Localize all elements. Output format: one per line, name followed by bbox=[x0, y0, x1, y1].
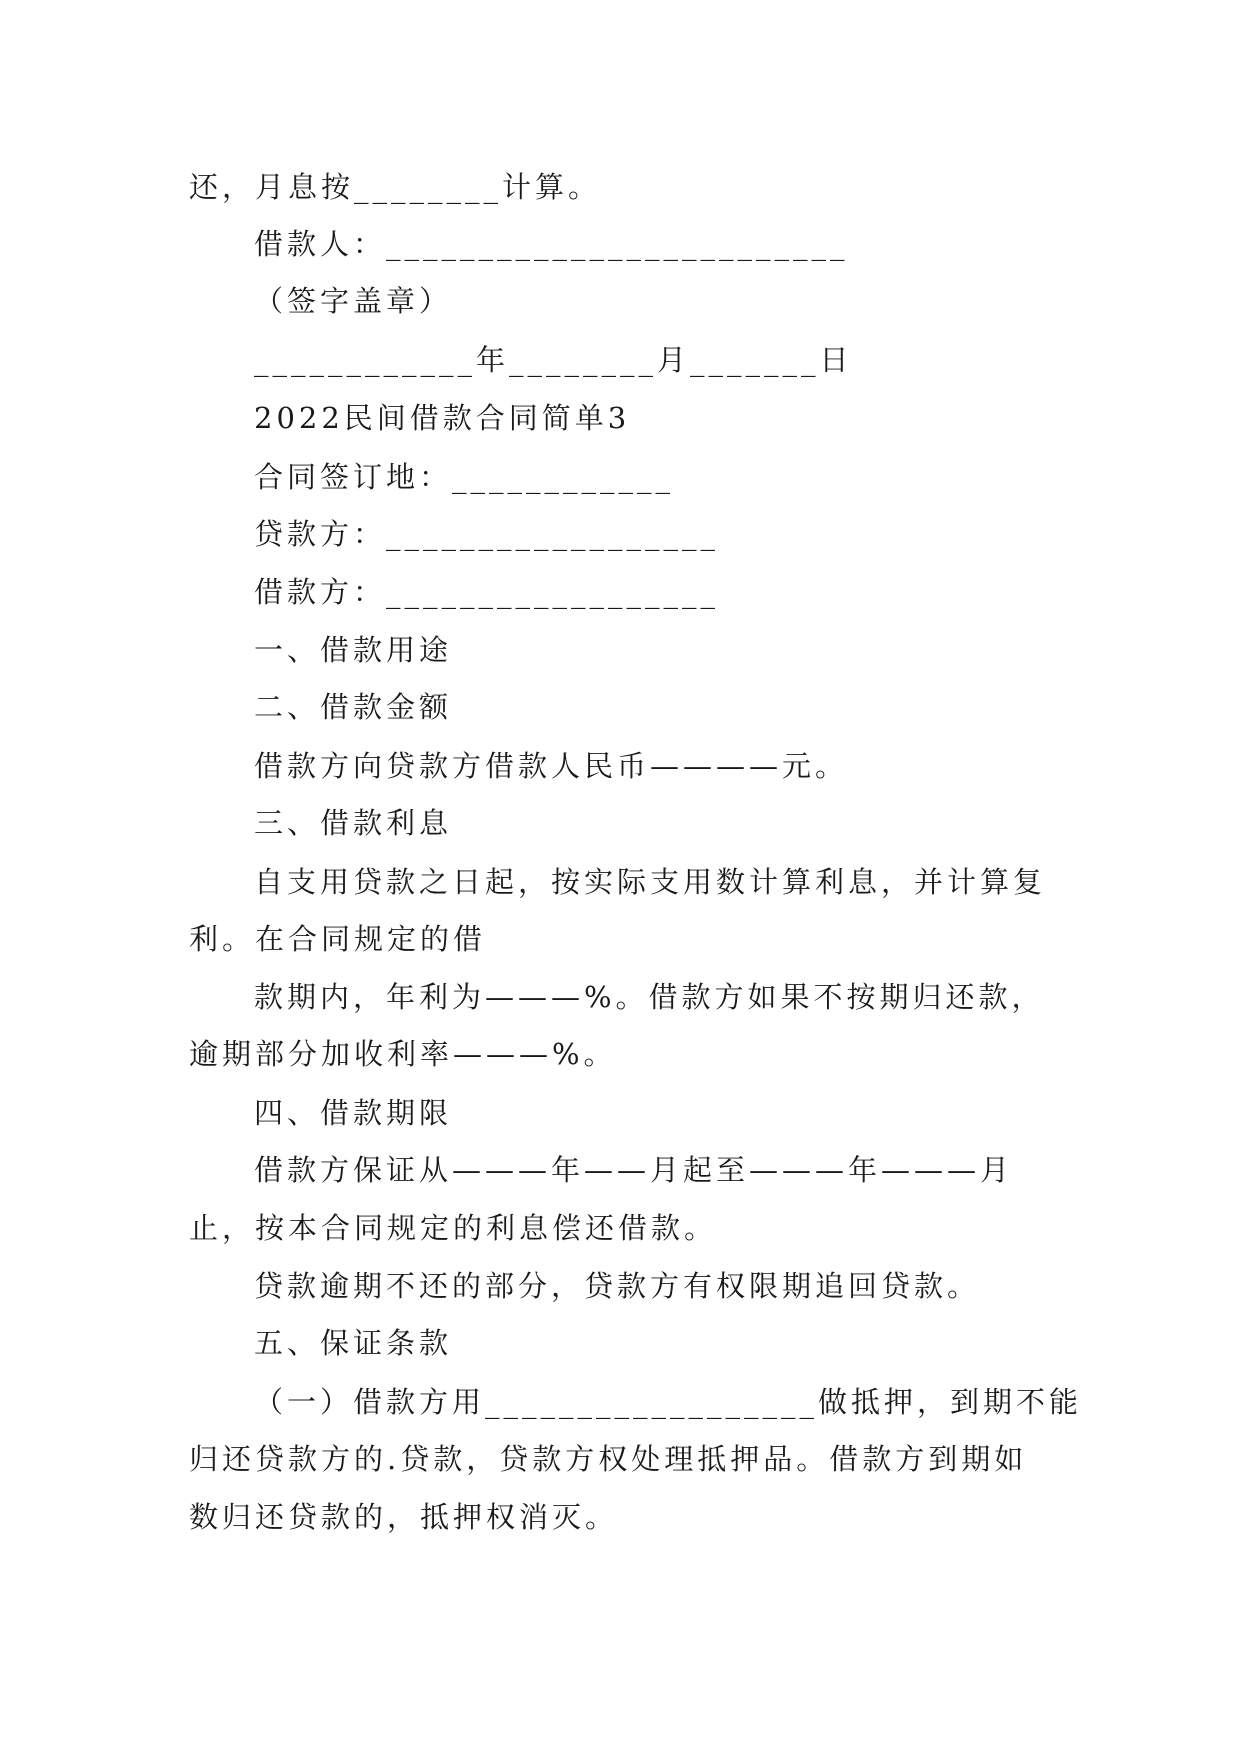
text-line-interest-4: 逾期部分加收利率———%。 bbox=[189, 1037, 617, 1071]
text-line-signing-place: 合同签订地：____________ bbox=[254, 460, 675, 494]
text-line-amount: 借款方向贷款方借款人民币————元。 bbox=[254, 749, 849, 783]
section-title: 2022民间借款合同简单3 bbox=[254, 401, 631, 435]
text-line-term-3: 贷款逾期不还的部分，贷款方有权限期追回贷款。 bbox=[254, 1269, 981, 1303]
clause-heading-interest: 三、借款利息 bbox=[254, 806, 453, 840]
text-line-interest-calc: 还，月息按________计算。 bbox=[189, 170, 602, 204]
text-line-interest-3: 款期内，年利为———%。借款方如果不按期归还款， bbox=[254, 980, 1045, 1014]
text-line-borrower-signature: 借款人：_________________________ bbox=[254, 227, 849, 261]
clause-heading-purpose: 一、借款用途 bbox=[254, 633, 453, 667]
text-line-lender: 贷款方：__________________ bbox=[254, 517, 720, 551]
text-line-interest-1: 自支用贷款之日起，按实际支用数计算利息，并计算复 bbox=[254, 865, 1047, 899]
clause-heading-term: 四、借款期限 bbox=[254, 1096, 453, 1130]
text-line-guarantee-1: （一）借款方用__________________做抵押，到期不能 bbox=[254, 1385, 1083, 1419]
text-line-guarantee-3: 数归还贷款的，抵押权消灭。 bbox=[189, 1500, 619, 1534]
text-line-term-2: 止，按本合同规定的利息偿还借款。 bbox=[189, 1211, 718, 1245]
text-line-interest-2: 利。在合同规定的借 bbox=[189, 922, 487, 956]
text-line-seal-note: （签字盖章） bbox=[254, 284, 453, 318]
text-line-borrower: 借款方：__________________ bbox=[254, 575, 720, 609]
clause-heading-amount: 二、借款金额 bbox=[254, 690, 453, 724]
clause-heading-guarantee: 五、保证条款 bbox=[254, 1326, 453, 1360]
text-line-term-1: 借款方保证从———年——月起至———年———月 bbox=[254, 1153, 1014, 1187]
text-line-guarantee-2: 归还贷款方的.贷款，贷款方权处理抵押品。借款方到期如 bbox=[189, 1442, 1028, 1476]
text-line-date: ____________年________月_______日 bbox=[254, 343, 853, 377]
